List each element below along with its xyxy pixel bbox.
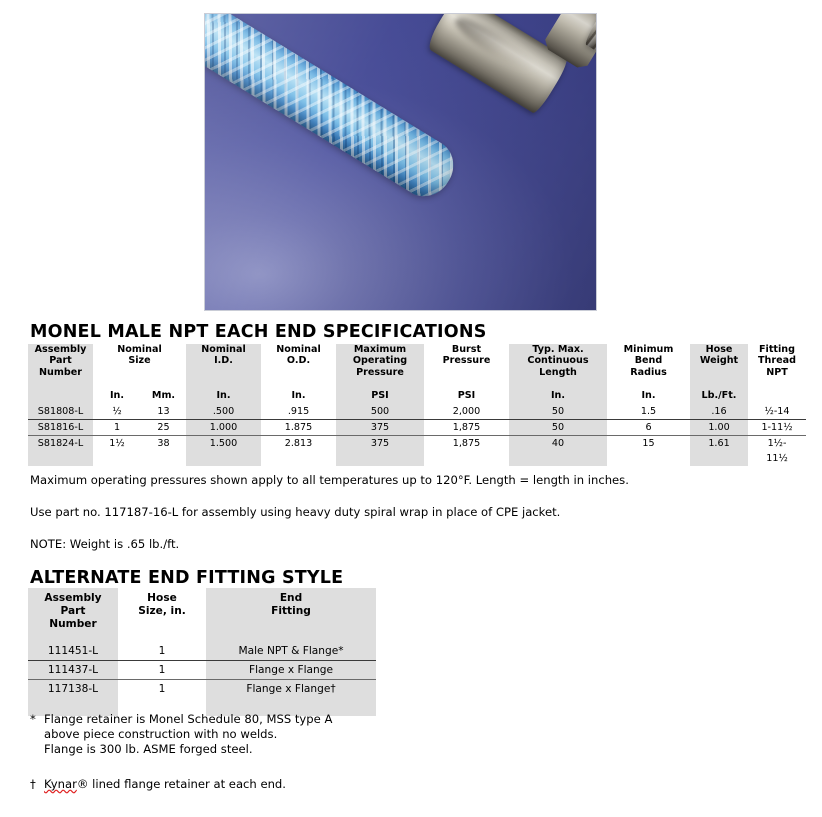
cell-pad xyxy=(509,451,607,466)
cell-end-fitting: Flange x Flange† xyxy=(206,680,376,699)
footnote-text-line: Flange retainer is Monel Schedule 80, MSS type A xyxy=(44,712,333,726)
cell-max-operating-pressure: 500 xyxy=(336,404,424,420)
footnote-text-line: above piece construction with no welds. xyxy=(44,727,278,741)
cell-max-operating-pressure: 375 xyxy=(336,420,424,436)
col-header-nominal-od xyxy=(261,344,336,390)
col-header-assembly-part-number xyxy=(28,588,118,642)
hdr-line: End xyxy=(279,592,303,604)
misspelled-word-kynar: Kynar xyxy=(44,777,77,791)
col-header-fitting-thread-npt xyxy=(748,344,806,390)
note-spiral-wrap-part: Use part no. 117187-16-L for assembly using heavy duty spiral wrap in place of CPE jacket. xyxy=(30,505,561,519)
cell-hose-size: 1 xyxy=(118,642,206,661)
hdr-line: Part xyxy=(60,605,86,617)
cell-part-number: S81816-L xyxy=(28,420,93,436)
unit-minimum-bend-radius: In. xyxy=(641,390,656,401)
hdr-line: I.D. xyxy=(214,355,233,367)
hdr-line: Typ. Max. xyxy=(532,344,584,355)
cell-hose-weight: .16 xyxy=(690,404,748,420)
cell-fitting-thread-npt: 1½- xyxy=(767,437,787,449)
cell-nominal-size-mm: 13 xyxy=(141,404,186,420)
unit-fitting-thread-npt xyxy=(748,390,806,404)
cell-nominal-size-in: 1½ xyxy=(109,437,125,449)
photo-sheen-overlay xyxy=(205,14,596,310)
hdr-line: Size, in. xyxy=(138,605,186,617)
hdr-line: Burst xyxy=(451,344,482,355)
specifications-table xyxy=(28,344,806,466)
col-header-burst-pressure xyxy=(424,344,509,390)
hdr-line: Bend xyxy=(634,355,663,367)
footnote-marker-asterisk: * xyxy=(30,712,36,726)
cell-pad xyxy=(336,451,424,466)
unit-typ-max-continuous-length: In. xyxy=(509,390,607,404)
col-header-hose-size xyxy=(118,588,206,642)
cell-nominal-id: 1.500 xyxy=(186,436,261,452)
hdr-line: Continuous xyxy=(527,355,589,367)
footnote-dagger xyxy=(30,777,450,792)
hdr-line: O.D. xyxy=(286,355,311,367)
cell-fitting-thread-npt: 1-11½ xyxy=(748,420,806,436)
footnote-text-line: Flange is 300 lb. ASME forged steel. xyxy=(44,742,253,756)
cell-min-bend-radius: 1.5 xyxy=(607,404,690,420)
hdr-line: Nominal xyxy=(201,344,246,355)
product-photo xyxy=(204,13,597,311)
cell-burst-pressure: 1,875 xyxy=(452,437,481,449)
hdr-line: Nominal xyxy=(117,344,162,355)
table-header-row xyxy=(28,588,376,642)
hdr-line: Fitting xyxy=(759,344,795,355)
hdr-line: Operating xyxy=(352,355,408,367)
hdr-line: Nominal xyxy=(276,344,321,355)
hdr-line: Part xyxy=(49,355,72,367)
cell-burst-pressure: 1,875 xyxy=(424,420,509,436)
footnote-text-rest: ® lined flange retainer at each end. xyxy=(76,777,286,791)
hdr-line: Length xyxy=(539,366,577,378)
hdr-line: Weight xyxy=(699,355,739,367)
table-unit-row xyxy=(28,390,806,404)
table-row xyxy=(28,436,806,452)
hdr-line: NPT xyxy=(766,366,788,378)
hdr-line: Hose xyxy=(147,592,177,604)
hdr-line: Number xyxy=(39,366,82,378)
table-row-continuation xyxy=(28,451,806,466)
note-weight: NOTE: Weight is .65 lb./ft. xyxy=(30,537,180,551)
cell-fitting-thread-npt: ½-14 xyxy=(748,404,806,420)
cell-part-number: 111437-L xyxy=(28,661,118,680)
cell-part-number: S81808-L xyxy=(28,404,93,420)
unit-burst-pressure: PSI xyxy=(457,390,476,401)
hdr-line: Size xyxy=(128,355,151,367)
cell-pad xyxy=(424,451,509,466)
cell-nominal-id: 1.000 xyxy=(186,420,261,436)
cell-end-fitting: Flange x Flange xyxy=(206,661,376,680)
cell-nominal-size-in: 1 xyxy=(93,420,141,436)
cell-hose-weight: 1.00 xyxy=(690,420,748,436)
hdr-line: Pressure xyxy=(356,366,404,378)
cell-max-continuous-length: 50 xyxy=(509,404,607,420)
table-row xyxy=(28,680,376,699)
cell-max-continuous-length: 50 xyxy=(509,420,607,436)
col-header-nominal-id xyxy=(186,344,261,390)
hdr-line: Radius xyxy=(630,366,667,378)
unit-hose-weight: Lb./Ft. xyxy=(690,390,748,404)
hdr-line: Assembly xyxy=(44,592,102,604)
cell-nominal-size-mm: 38 xyxy=(157,437,170,449)
footnote-asterisk xyxy=(30,712,450,757)
cell-pad xyxy=(141,451,186,466)
cell-nominal-size-in: ½ xyxy=(93,404,141,420)
cell-hose-weight: 1.61 xyxy=(690,436,748,452)
cell-pad xyxy=(261,451,336,466)
cell-nominal-od: .915 xyxy=(261,404,336,420)
cell-max-operating-pressure: 375 xyxy=(336,436,424,452)
col-header-assembly-part-number xyxy=(28,344,93,390)
cell-part-number: S81824-L xyxy=(28,436,93,452)
cell-min-bend-radius: 15 xyxy=(642,437,655,449)
alternate-section-title: ALTERNATE END FITTING STYLE xyxy=(30,568,344,588)
cell-burst-pressure: 2,000 xyxy=(424,404,509,420)
unit-maximum-operating-pressure: PSI xyxy=(336,390,424,404)
table-header-row xyxy=(28,344,806,390)
col-header-nominal-size xyxy=(93,344,186,390)
hdr-line: Fitting xyxy=(271,605,311,617)
cell-min-bend-radius: 6 xyxy=(607,420,690,436)
cell-pad xyxy=(690,451,748,466)
cell-pad xyxy=(93,451,141,466)
cell-part-number: 111451-L xyxy=(28,642,118,661)
footnote-marker-dagger: † xyxy=(30,777,36,791)
table-row xyxy=(28,420,806,436)
cell-fitting-thread-npt-line2: 11½ xyxy=(766,452,788,464)
table-row xyxy=(28,661,376,680)
col-header-maximum-operating-pressure xyxy=(336,344,424,390)
col-header-minimum-bend-radius xyxy=(607,344,690,390)
cell-max-continuous-length: 40 xyxy=(509,436,607,452)
unit-assembly-part-number xyxy=(28,390,93,404)
cell-nominal-size-mm: 25 xyxy=(141,420,186,436)
footnote-text-line xyxy=(44,777,450,792)
cell-hose-size: 1 xyxy=(158,682,166,695)
hdr-line: Number xyxy=(49,618,97,630)
table-row xyxy=(28,404,806,420)
hdr-line: Thread xyxy=(758,355,796,367)
spec-section-title: MONEL MALE NPT EACH END SPECIFICATIONS xyxy=(30,322,487,342)
cell-nominal-od: 1.875 xyxy=(261,420,336,436)
cell-pad xyxy=(28,451,93,466)
cell-part-number: 117138-L xyxy=(28,680,118,699)
hdr-line: Minimum xyxy=(623,344,674,355)
hdr-line: Hose xyxy=(705,344,733,355)
unit-nominal-size-in: In. xyxy=(109,390,125,401)
alternate-end-fitting-table xyxy=(28,588,376,716)
cell-pad xyxy=(607,451,690,466)
hdr-line: Maximum xyxy=(353,344,407,355)
unit-nominal-id: In. xyxy=(186,390,261,404)
unit-nominal-size-mm: Mm. xyxy=(151,390,176,401)
cell-nominal-id: .500 xyxy=(186,404,261,420)
unit-nominal-od: In. xyxy=(291,390,306,401)
col-header-typ-max-continuous-length xyxy=(509,344,607,390)
cell-end-fitting: Male NPT & Flange* xyxy=(206,642,376,661)
hdr-line: Pressure xyxy=(442,355,491,367)
col-header-end-fitting xyxy=(206,588,376,642)
cell-nominal-od: 2.813 xyxy=(284,437,313,449)
note-max-operating-pressure: Maximum operating pressures shown apply to all temperatures up to 120°F. Length = length in inches. xyxy=(30,473,629,487)
cell-hose-size: 1 xyxy=(118,661,206,680)
col-header-hose-weight xyxy=(690,344,748,390)
cell-pad xyxy=(186,451,261,466)
table-row xyxy=(28,642,376,661)
hdr-line: Assembly xyxy=(34,344,87,355)
